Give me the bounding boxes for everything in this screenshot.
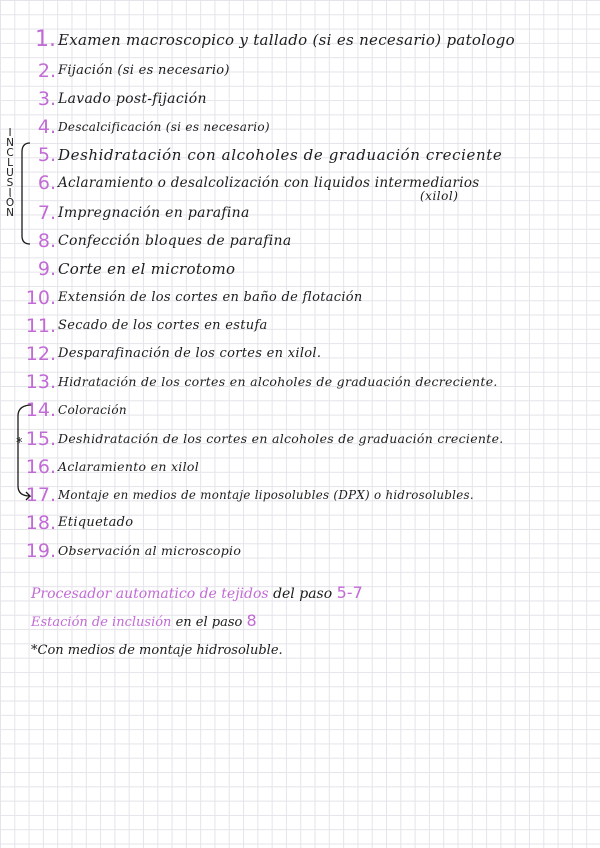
step-number: 8.: [37, 230, 56, 252]
step-text: Secado de los cortes en estufa: [58, 318, 268, 333]
step-text: Fijación (si es necesario): [58, 63, 230, 78]
step-text: Desparafinación de los cortes en xilol.: [58, 346, 322, 361]
note-station-mid: en el paso: [175, 615, 243, 630]
side-letter: I: [8, 187, 12, 199]
side-letter: N: [6, 207, 14, 219]
step-number: 9.: [37, 258, 56, 280]
note-processor: [31, 582, 363, 605]
side-letter: Ó: [5, 197, 15, 209]
note-processor-steps: 5-7: [336, 583, 363, 602]
step-number: 2.: [37, 60, 56, 82]
side-letter: U: [6, 167, 14, 179]
note-inclusion-station: [31, 610, 257, 634]
step-text: Corte en el microtomo: [58, 260, 236, 278]
note-hydrosoluble-text: *Con medios de montaje hidrosoluble.: [31, 643, 283, 658]
step-number: 18.: [25, 512, 56, 534]
step-number: 16.: [25, 456, 56, 478]
step-number: 4.: [37, 116, 56, 138]
step-text: Impregnación en parafina: [58, 205, 250, 221]
step-text: Etiquetado: [58, 515, 134, 530]
note-hydrosoluble: [31, 640, 283, 662]
step-number: 3.: [37, 88, 56, 110]
step-number: 1.: [35, 27, 56, 52]
step-number: 17.: [25, 484, 56, 506]
note-station-step: 8: [246, 611, 257, 630]
step-text: Examen macroscopico y tallado (si es necesario) patologo: [58, 31, 515, 49]
side-letter: L: [7, 157, 13, 169]
note-processor-label: Procesador automatico de tejidos: [31, 586, 269, 602]
step-text: Aclaramiento o desalcolización con liquidos intermediarios: [58, 175, 480, 191]
side-letter: I: [8, 127, 12, 139]
step-text: Confección bloques de parafina: [58, 233, 292, 249]
step-text: Observación al microscopio: [58, 543, 242, 558]
step-number: 14.: [25, 399, 56, 421]
step-text: Aclaramiento en xilol: [58, 459, 200, 474]
side-letter: S: [6, 177, 14, 189]
step-text: Hidratación de los cortes en alcoholes de graduación decreciente.: [58, 374, 498, 389]
asterisk-marker: *: [16, 436, 23, 451]
step-number: 13.: [25, 371, 56, 393]
step-text: Coloración: [58, 403, 127, 417]
step-text: Deshidratación de los cortes en alcoholes de graduación creciente.: [58, 431, 504, 446]
step-number: 7.: [37, 202, 56, 224]
step-number: 11.: [25, 315, 56, 337]
step-text: Montaje en medios de montaje liposolubles (DPX) o hidrosolubles.: [58, 488, 474, 502]
step-text: Lavado post-fijación: [58, 91, 207, 107]
side-letter: C: [6, 147, 14, 159]
step-number: 19.: [25, 540, 56, 562]
step-number: 5.: [37, 144, 56, 166]
step-text: Deshidratación con alcoholes de graduación creciente: [58, 146, 503, 164]
step-text: Extensión de los cortes en baño de flotación: [58, 290, 363, 305]
note-processor-mid: del paso: [273, 586, 333, 602]
step-number: 6.: [37, 172, 56, 194]
step-subnote: (xilol): [420, 189, 459, 203]
note-station-label: Estación de inclusión: [31, 615, 172, 630]
step-number: 10.: [25, 287, 56, 309]
step-number: 15.: [25, 428, 56, 450]
step-text: Descalcificación (si es necesario): [58, 120, 270, 134]
step-number: 12.: [25, 343, 56, 365]
side-letter: N: [6, 137, 14, 149]
